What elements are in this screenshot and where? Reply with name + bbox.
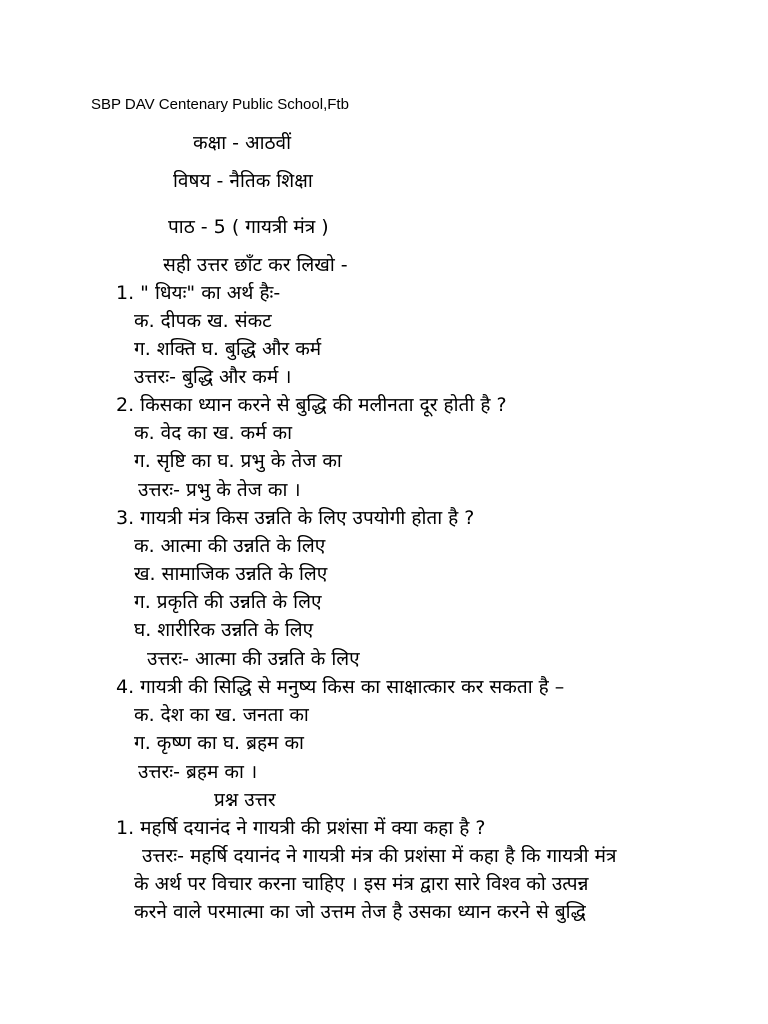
question-3: 3. गायत्री मंत्र किस उन्नति के लिए उपयोगी होता है ? bbox=[116, 507, 475, 529]
q2-options-row1: क. वेद का ख. कर्म का bbox=[134, 422, 293, 444]
school-name: SBP DAV Centenary Public School,Ftb bbox=[91, 96, 349, 113]
q1-options-row2: ग. शक्ति घ. बुद्धि और कर्म bbox=[134, 338, 322, 360]
q4-answer: उत्तरः- ब्रहम का । bbox=[138, 761, 258, 783]
subject-line: विषय - नैतिक शिक्षा bbox=[173, 170, 313, 192]
qa-answer-line-2: के अर्थ पर विचार करना चाहिए । इस मंत्र द्वारा सारे विश्व को उत्पन्न bbox=[134, 873, 589, 895]
q3-answer: उत्तरः- आत्मा की उन्नति के लिए bbox=[147, 648, 360, 670]
question-2: 2. किसका ध्यान करने से बुद्धि की मलीनता दूर होती है ? bbox=[116, 394, 507, 416]
q3-option-b: ख. सामाजिक उन्नति के लिए bbox=[134, 563, 328, 585]
qa-heading: प्रश्न उत्तर bbox=[214, 789, 276, 811]
q2-answer: उत्तरः- प्रभु के तेज का । bbox=[138, 479, 301, 501]
lesson-title: पाठ - 5 ( गायत्री मंत्र ) bbox=[168, 216, 329, 238]
q1-options-row1: क. दीपक ख. संकट bbox=[134, 310, 272, 332]
q4-options-row2: ग. कृष्ण का घ. ब्रहम का bbox=[134, 732, 304, 754]
q3-option-a: क. आत्मा की उन्नति के लिए bbox=[134, 535, 326, 557]
q1-answer: उत्तरः- बुद्धि और कर्म । bbox=[134, 366, 292, 388]
q2-options-row2: ग. सृष्टि का घ. प्रभु के तेज का bbox=[134, 450, 342, 472]
q3-option-d: घ. शारीरिक उन्नति के लिए bbox=[134, 619, 314, 641]
question-1: 1. " धियः" का अर्थ हैः- bbox=[116, 282, 281, 304]
q4-options-row1: क. देश का ख. जनता का bbox=[134, 704, 309, 726]
qa-question-1: 1. महर्षि दयानंद ने गायत्री की प्रशंसा में क्या कहा है ? bbox=[116, 817, 486, 839]
qa-answer-line-3: करने वाले परमात्मा का जो उत्तम तेज है उसका ध्यान करने से बुद्धि bbox=[134, 901, 586, 923]
q3-option-c: ग. प्रकृति की उन्नति के लिए bbox=[134, 591, 322, 613]
instruction: सही उत्तर छाँट कर लिखो - bbox=[163, 254, 348, 276]
class-line: कक्षा - आठवीं bbox=[193, 132, 292, 154]
question-4: 4. गायत्री की सिद्धि से मनुष्य किस का साक्षात्कार कर सकता है – bbox=[116, 676, 565, 698]
qa-answer-line-1: उत्तरः- महर्षि दयानंद ने गायत्री मंत्र की प्रशंसा में कहा है कि गायत्री मंत्र bbox=[142, 845, 617, 867]
